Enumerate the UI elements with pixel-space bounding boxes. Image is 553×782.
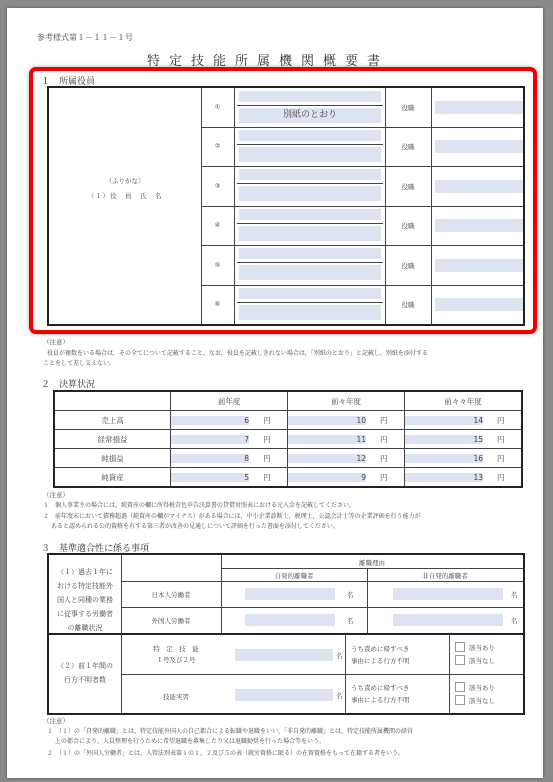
- role-label: 役職: [401, 222, 415, 230]
- value-cell[interactable]: [405, 411, 522, 430]
- furigana-input[interactable]: [239, 130, 381, 141]
- value-cell[interactable]: [171, 430, 288, 449]
- value-cell[interactable]: [288, 449, 405, 468]
- note-label: （注意）: [43, 491, 69, 499]
- unit: 名: [511, 617, 518, 625]
- unit: 円: [497, 453, 505, 463]
- name-input[interactable]: [239, 265, 381, 280]
- table-row: [54, 411, 522, 430]
- unit: 円: [263, 453, 271, 463]
- count-input[interactable]: [245, 614, 335, 626]
- role-input[interactable]: [435, 101, 523, 114]
- row-label: 経常損益: [54, 430, 171, 449]
- unit: 名: [347, 617, 354, 625]
- value: 13: [405, 473, 483, 482]
- section1-heading: １ 所属役員: [41, 77, 96, 87]
- value-cell[interactable]: [405, 468, 522, 488]
- value: 12: [288, 454, 366, 463]
- unit: 円: [380, 472, 388, 482]
- note-text: ２ （１）の「外国人労働者」とは，入管法別表第１の１，２及び５の表（就労資格に限る）の在留資格をもって在籍する者をいう。: [47, 750, 405, 757]
- role-label: 役職: [401, 104, 415, 112]
- value-cell[interactable]: [171, 468, 288, 488]
- table-row: [54, 468, 522, 488]
- criteria-table: [47, 553, 525, 715]
- furigana-input[interactable]: [239, 91, 381, 102]
- value: 10: [288, 416, 366, 425]
- furigana-label: （ふりがな）: [105, 177, 145, 185]
- voluntary-header: 自発的離職者: [274, 572, 314, 580]
- note-label: （注意）: [43, 717, 69, 725]
- table-row: [54, 449, 522, 468]
- row-number: ⑤: [214, 261, 221, 269]
- note-text: 役員が複数をいる場合は、その全てについて記載すること。なお，役員を記載しきれない場合は，「別紙のとおり」と記載し，別紙を添付する: [47, 350, 428, 357]
- value: 9: [288, 473, 366, 482]
- column-header: 前年度: [171, 391, 288, 411]
- row-label: 売上高: [54, 411, 171, 430]
- note-text: ２ 前年度末において債務超過（純資産の欄がマイナス）がある場合には，中小企業診断士，税理士，公認会計士等の企業評価を行う能力が: [43, 513, 421, 520]
- count-input[interactable]: [235, 689, 333, 701]
- document-page: [7, 8, 543, 778]
- role-label: 役職: [401, 143, 415, 151]
- option-yes: 該当あり: [469, 644, 495, 652]
- value-cell[interactable]: [288, 468, 405, 488]
- value: 7: [171, 435, 249, 444]
- note-text: 上の都合により，人員整理を行うために希望退職を募集したり又は退職勧奨を行った場合等をいう。: [55, 738, 326, 745]
- value: 16: [405, 454, 483, 463]
- row-label: 純損益: [54, 449, 171, 468]
- note-text: １ 個人事業主の場合には，純資産の欄に所得税青色申告決算書の貸借対照表における元入金を記載してください。: [43, 502, 356, 509]
- unit: 円: [263, 415, 271, 425]
- value-cell[interactable]: [288, 411, 405, 430]
- count-input[interactable]: [393, 614, 503, 626]
- role-input[interactable]: [435, 180, 523, 193]
- role-label: 役職: [401, 262, 415, 270]
- unit: 円: [263, 472, 271, 482]
- option-no: 該当なし: [469, 697, 495, 705]
- unit: 円: [497, 415, 505, 425]
- role-label: 役職: [401, 183, 415, 191]
- value: 15: [405, 435, 483, 444]
- q1-label: （１）過去１年に おける特定技能外 国人と同種の業務 に従事する労働者 の離職状況: [57, 568, 113, 632]
- checkbox-yes[interactable]: [455, 642, 465, 652]
- checkbox-yes[interactable]: [455, 682, 465, 692]
- furigana-input[interactable]: [239, 248, 381, 259]
- row-label: 技能実習: [163, 693, 189, 701]
- name-input[interactable]: 別紙のとおり: [239, 108, 381, 123]
- officer-name-label: （１）役 員 氏 名: [87, 192, 163, 200]
- unit: 名: [347, 591, 354, 599]
- name-input[interactable]: [239, 186, 381, 201]
- unit: 円: [380, 453, 388, 463]
- option-yes: 該当あり: [469, 684, 495, 692]
- note-text: ことをして差し支えない。: [43, 360, 116, 367]
- unit: 円: [380, 415, 388, 425]
- role-input[interactable]: [435, 259, 523, 272]
- section2-heading: ２ 決算状況: [41, 380, 96, 390]
- furigana-input[interactable]: [239, 209, 381, 220]
- reason-header: 離職理由: [359, 559, 385, 567]
- column-header: 前々年度: [288, 391, 405, 411]
- note-text: あると認められる公的資格を有する第三者が改善の見通しについて評価を行った書面を添付してください。: [51, 523, 339, 530]
- unit: 円: [497, 472, 505, 482]
- role-input[interactable]: [435, 140, 523, 153]
- row-number: ⑥: [214, 300, 221, 308]
- q2-label: （２）前１年間の 行方不明者数: [57, 662, 113, 684]
- furigana-input[interactable]: [239, 169, 381, 180]
- row-label: 特 定 技 能 １号及び２号: [153, 645, 199, 664]
- name-input[interactable]: [239, 147, 381, 162]
- value: 5: [171, 473, 249, 482]
- financial-table: [53, 390, 523, 488]
- unit: 円: [380, 434, 388, 444]
- section3-heading: ３ 基準適合性に係る事項: [41, 544, 150, 554]
- fault-label: うち責めに帰すべき 事由による行方不明: [351, 684, 410, 704]
- value-cell[interactable]: [171, 449, 288, 468]
- row-number: ④: [214, 221, 221, 229]
- unit: 名: [336, 652, 343, 660]
- note-label: （注意）: [43, 338, 69, 346]
- page-title: 特定技能所属機関概要書: [147, 54, 390, 69]
- role-input[interactable]: [435, 219, 523, 232]
- row-number: ③: [214, 182, 221, 190]
- column-header: 前々々年度: [405, 391, 522, 411]
- name-input[interactable]: [239, 226, 381, 241]
- count-input[interactable]: [235, 649, 333, 661]
- option-no: 該当なし: [469, 657, 495, 665]
- value: 6: [171, 416, 249, 425]
- value-cell[interactable]: [171, 411, 288, 430]
- form-number: 参考様式第１－１１－１号: [37, 33, 133, 42]
- value-cell[interactable]: [288, 430, 405, 449]
- value: 8: [171, 454, 249, 463]
- count-input[interactable]: [245, 588, 335, 600]
- officers-table: [47, 86, 525, 326]
- fault-label: うち責めに帰すべき 事由による行方不明: [351, 645, 410, 665]
- furigana-input[interactable]: [239, 288, 381, 299]
- count-input[interactable]: [393, 588, 503, 600]
- unit: 名: [336, 692, 343, 700]
- checkbox-no[interactable]: [455, 695, 465, 705]
- unit: 名: [511, 591, 518, 599]
- value-cell[interactable]: [405, 449, 522, 468]
- name-input[interactable]: [239, 305, 381, 320]
- unit: 円: [497, 434, 505, 444]
- row-number: ②: [214, 142, 221, 150]
- table-row: [54, 430, 522, 449]
- row-label: 純資産: [54, 468, 171, 488]
- value-cell[interactable]: [405, 430, 522, 449]
- note-text: １ （１）の「自発的離職」とは，特定技能外国人の自己都合による転職や退職をいい，「非自発的離職」とは，特定技能所属機関の経営: [47, 728, 414, 735]
- unit: 円: [263, 434, 271, 444]
- role-input[interactable]: [435, 298, 523, 311]
- checkbox-no[interactable]: [455, 655, 465, 665]
- value: 11: [288, 435, 366, 444]
- row-label: 外国人労働者: [151, 617, 191, 625]
- role-label: 役職: [401, 301, 415, 309]
- row-label: 日本人労働者: [151, 591, 191, 599]
- value: 14: [405, 416, 483, 425]
- involuntary-header: 非自発的離職者: [422, 572, 468, 580]
- corner-cell: [54, 391, 171, 411]
- row-number: ①: [214, 103, 221, 111]
